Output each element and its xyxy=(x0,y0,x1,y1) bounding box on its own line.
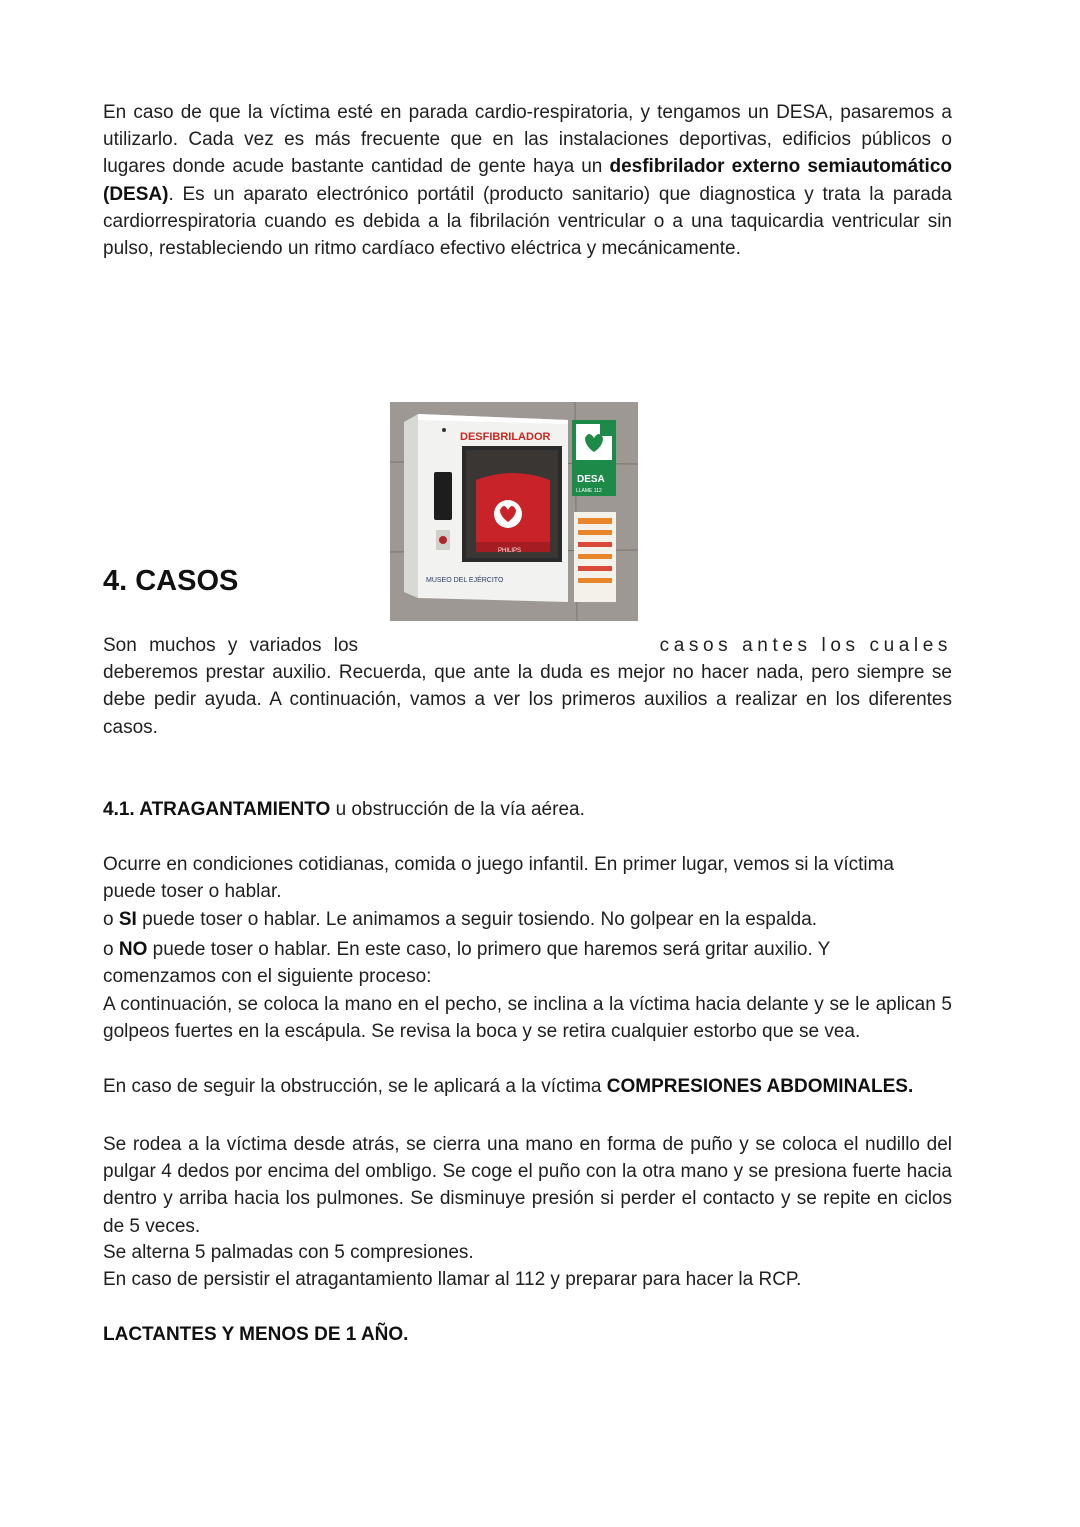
lactantes-title: LACTANTES Y MENOS DE 1 AÑO. xyxy=(103,1324,409,1345)
section-4-paragraph: Son muchos y variados los casos antes los cuales deberemos prestar auxilio. Recuerda, que ante la duda es mejor no hacer nada, pero siempre se debe pedir ayuda. A continuación, vamos a ver los primeros auxilios a realizar en los diferentes casos. xyxy=(103,635,952,738)
alternate-paragraph: Se alterna 5 palmadas con 5 compresiones. xyxy=(103,1242,474,1263)
desa-sign-label: DESA xyxy=(577,474,605,485)
museum-label: MUSEO DEL EJÉRCITO xyxy=(426,577,504,584)
option-no: o NO puede toser o hablar. En este caso, lo primero que haremos será gritar auxilio. Y comenzamos con el siguiente proceso: xyxy=(103,939,830,988)
desa-term: desfibrilador externo semiautomático (DESA) xyxy=(103,156,953,205)
heimlich-paragraph: Se rodea a la víctima desde atrás, se cierra una mano en forma de puño y se coloca el nudillo del pulgar 4 dedos por encima del ombligo. Se coge el puño con la otra mano y se presiona fuerte hacia dentro y arriba hacia los pulmones. Se disminuye presión si perder el contacto y se repite en ciclos de 5 veces. xyxy=(103,1134,952,1237)
svg-text:PHILIPS: PHILIPS xyxy=(498,548,522,554)
section-4-1-title: 4.1. ATRAGANTAMIENTO u obstrucción de la vía aérea. xyxy=(103,799,585,820)
option-si: o SI puede toser o hablar. Le animamos a seguir tosiendo. No golpear en la espalda. xyxy=(103,909,818,930)
persist-paragraph: En caso de persistir el atragantamiento llamar al 112 y preparar para hacer la RCP. xyxy=(103,1269,802,1290)
section-4-1-intro: Ocurre en condiciones cotidianas, comida o juego infantil. En primer lugar, vemos si la víctima puede toser o hablar. xyxy=(103,854,894,903)
svg-text:LLAME 112: LLAME 112 xyxy=(576,488,602,494)
compressions-intro: En caso de seguir la obstrucción, se le aplicará a la víctima COMPRESIONES ABDOMINALES. xyxy=(103,1076,914,1097)
intro-paragraph: En caso de que la víctima esté en parada cardio-respiratoria, y tengamos un DESA, pasaremos a utilizarlo. Cada vez es más frecuente que en las instalaciones deportivas, edificios públicos o lugares donde acude bastante cantidad de gente haya un desfibrilador externo semiautomático (DESA). Es un aparato electrónico portátil (producto sanitario) que diagnostica y trata la parada cardiorrespiratoria cuando es debida a la fibrilación ventricular o a una taquicardia ventricular sin pulso, restableciendo un ritmo cardíaco efectivo eléctrica y mecánicamente. xyxy=(103,102,953,260)
defibrillator-photo xyxy=(390,402,638,621)
back-blows-paragraph: A continuación, se coloca la mano en el pecho, se inclina a la víctima hacia delante y se le aplican 5 golpeos fuertes en la escápula. Se revisa la boca y se retira cualquier estorbo que se vea. xyxy=(103,994,952,1043)
section-4-title: 4. CASOS xyxy=(103,565,239,597)
cabinet-label: DESFIBRILADOR xyxy=(460,431,551,443)
